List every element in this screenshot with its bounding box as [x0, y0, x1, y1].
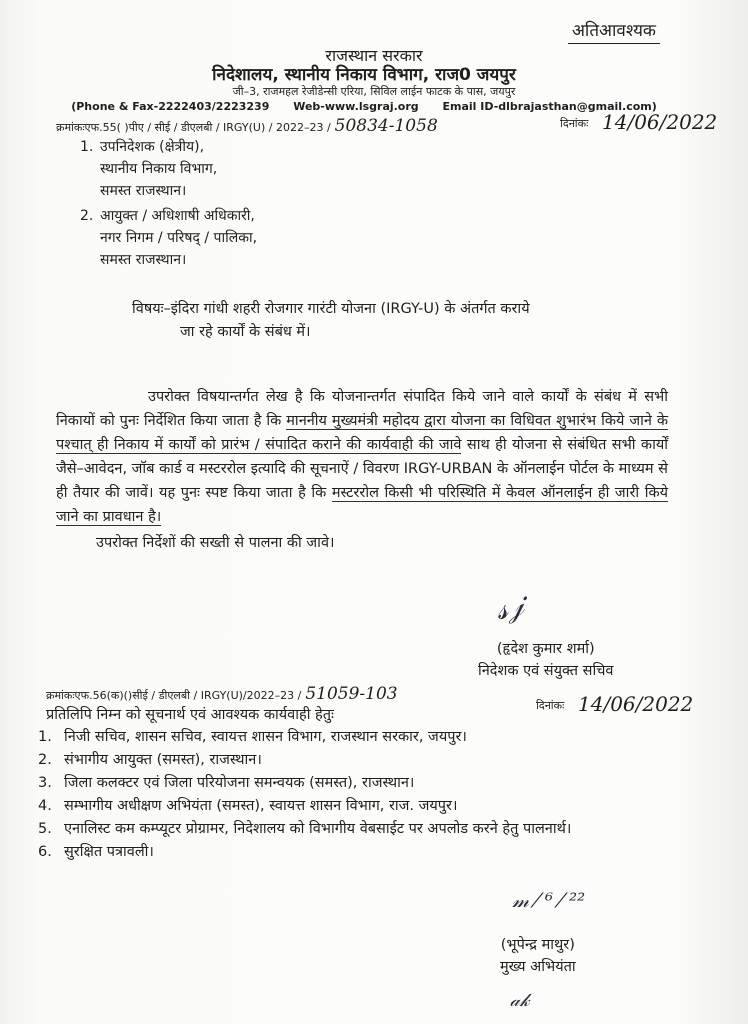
addressee-1 [80, 136, 217, 202]
header-phone: (Phone & Fax-2222403/2223239 [71, 100, 270, 113]
signer-1-block [478, 638, 613, 682]
cc-list-item [38, 749, 678, 772]
urgent-label: अतिआवश्यक [568, 18, 660, 44]
cc-item-text: एनालिस्ट कम कम्प्यूटर प्रोग्रामर, निदेशालय को विभागीय वेबसाईट पर अपलोड करने हेतु पालनार्थ। [64, 821, 572, 837]
initials-mark: 𝒶𝓀 [510, 990, 530, 1011]
signature-2-mark: 𝓂 ⁄ ⁶ ⁄ ²² [512, 888, 586, 912]
header-email: Email ID-dlbrajasthan@gmail.com) [442, 100, 657, 113]
reference-number: क्रमांकःएफ.55( )पीए / सीई / डीएलबी / IRGY(U) / 2022–23 / [56, 121, 331, 134]
addressee-line: नगर निगम / परिषद् / पालिका, [100, 230, 258, 246]
header-web: Web-www.lsgraj.org [293, 100, 419, 113]
cc-item-text: संभागीय आयुक्त (समस्त), राजस्थान। [64, 752, 262, 768]
body-underlined-instruction-1: माननीय मुख्यमंत्री महोदय द्वारा योजना का विधिवत शुभारंभ किये जाने के पश्चात् ही निकाय में कार्यों को प्रारंभ / संपादित कराने की कार्यवाही की जावे [56, 413, 668, 453]
signer-2-title: मुख्य अभियंता [500, 959, 576, 975]
signer-2-block [500, 934, 576, 978]
signature-1-mark: 𝓈𝒿 [492, 587, 527, 628]
cc-item-number: 2. [38, 752, 52, 768]
cc-item-number: 3. [38, 775, 52, 791]
subject-line-2: जा रहे कार्यों के संबंध में। [180, 324, 311, 340]
addressee-number: 2. [80, 208, 94, 224]
cc-item-text: सम्भागीय अधीक्षण अभियंता (समस्त), स्वायत्त शासन विभाग, राज. जयपुर। [64, 798, 458, 814]
body-paragraph [56, 385, 668, 529]
cc-list-item [38, 841, 678, 864]
reference-date-label: दिनांकः [560, 117, 589, 130]
cc-list-item [38, 726, 678, 749]
signer-1-name: (हृदेश कुमार शर्मा) [496, 641, 595, 657]
addressee-line: समस्त राजस्थान। [100, 183, 187, 199]
cc-item-number: 5. [38, 821, 52, 837]
addressee-2 [80, 205, 257, 271]
cc-reference-number: क्रमांकःएफ.56(क)()सीई / डीएलबी / IRGY(U)/2022–23 / [46, 689, 302, 702]
cc-list-item [38, 795, 678, 818]
reference-line [56, 110, 718, 136]
header-government: राजस्थान सरकार [325, 46, 423, 65]
cc-item-number: 6. [38, 844, 52, 860]
cc-item-number: 1. [38, 729, 52, 745]
addressee-line: स्थानीय निकाय विभाग, [100, 161, 218, 177]
addressee-line: समस्त राजस्थान। [100, 252, 187, 268]
header-department: निदेशालय, स्थानीय निकाय विभाग, राज0 जयपुर [212, 65, 516, 85]
body-text-part2: साथ ही योजना से संबंधित सभी कार्यों जैसे–आवेदन, जॉब कार्ड व मस्टररोल इत्यादि की सूचनाऐं / विवरण IRGY-URBAN के ऑनलाईन पोर्टल के माध्यम से ही तैयार की जावें। यह पुनः स्पष्ट किया जाता है कि [56, 437, 668, 501]
cc-list-item [38, 772, 678, 795]
addressee-line: आयुक्त / अधिशाषी अधिकारी, [100, 208, 255, 224]
signer-1-title: निदेशक एवं संयुक्त सचिव [478, 663, 614, 679]
signer-2-name: (भूपेन्द्र माथुर) [500, 937, 575, 953]
cc-reference-handwritten-number: 51059-103 [305, 684, 398, 704]
subject [132, 298, 672, 344]
cc-list [38, 726, 678, 864]
addressee-line: उपनिदेशक (क्षेत्रीय), [100, 139, 205, 155]
header-address: जी–3, राजमहल रेजीडेन्सी एरिया, सिविल लाईन फाटक के पास, जयपुर [232, 85, 516, 98]
cc-date-value: 14/06/2022 [578, 692, 694, 716]
cc-date-label: दिनांकः [536, 699, 565, 712]
reference-handwritten-number: 50834-1058 [334, 116, 438, 136]
body-closing: उपरोक्त निर्देशों की सख्ती से पालना की जावे। [96, 535, 335, 551]
cc-list-item [38, 818, 678, 841]
cc-item-number: 4. [38, 798, 52, 814]
subject-line-1: विषयः–इंदिरा गांधी शहरी रोजगार गारंटी योजना (IRGY-U) के अंतर्गत कराये [132, 301, 530, 317]
letter-body [56, 385, 668, 555]
body-text-part1: उपरोक्त विषयान्तर्गत लेख है कि योजनान्तर्गत संपादित किये जाने वाले कार्यों के संबंध में सभी निकायों को पुनः निर्देशित किया जाता है कि [56, 389, 668, 429]
cc-item-text: निजी सचिव, शासन सचिव, स्वायत्त शासन विभाग, राजस्थान सरकार, जयपुर। [64, 729, 467, 745]
addressee-number: 1. [80, 139, 94, 155]
cc-intro: प्रतिलिपि निम्न को सूचनार्थ एवं आवश्यक कार्यवाही हेतुः [46, 707, 334, 723]
cc-item-text: जिला कलक्टर एवं जिला परियोजना समन्वयक (समस्त), राजस्थान। [64, 775, 415, 791]
cc-item-text: सुरक्षित पत्रावली। [64, 844, 154, 860]
body-underlined-instruction-2: मस्टररोल किसी भी परिस्थिति में केवल ऑनलाईन ही जारी किये जाने का प्रावधान है। [56, 485, 668, 525]
reference-date-value: 14/06/2022 [602, 110, 718, 134]
